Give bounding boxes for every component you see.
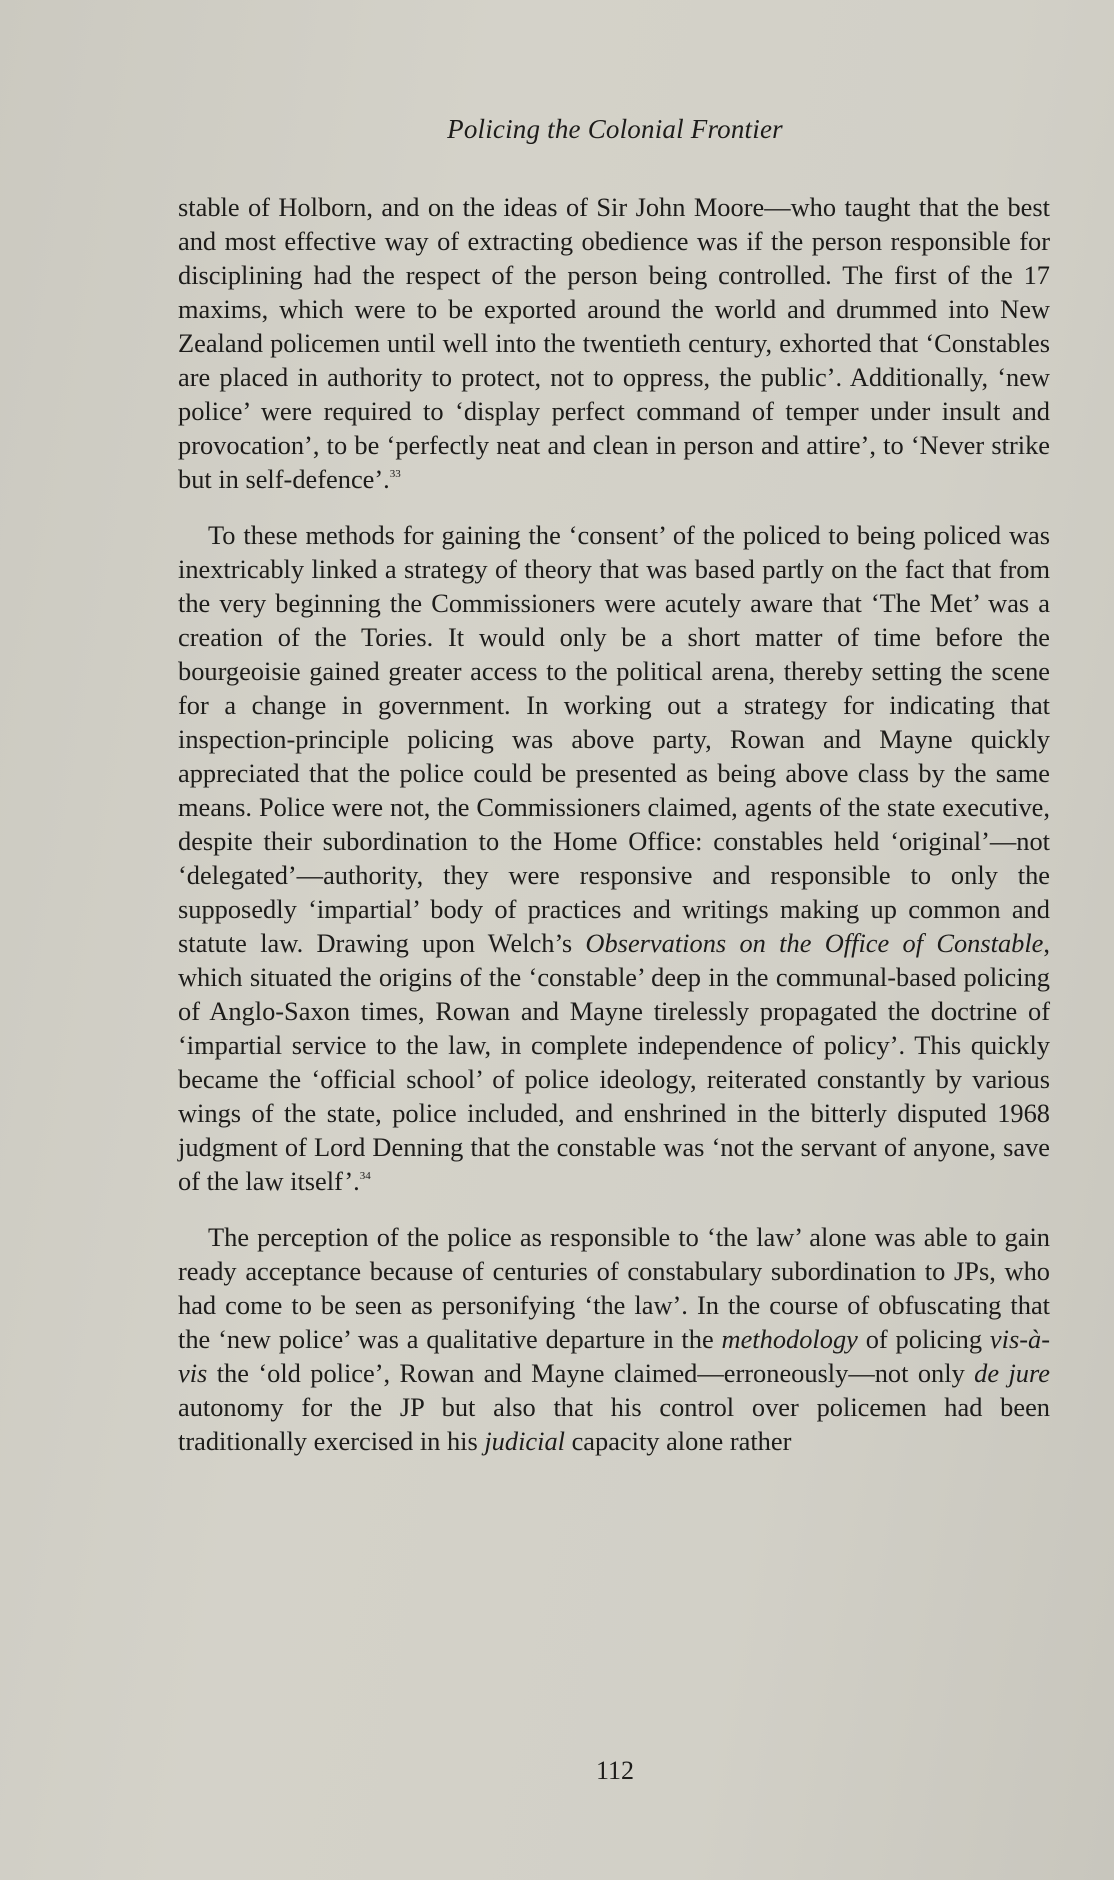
paragraph xyxy=(178,1220,1050,1458)
italic-run: Observations on the Office of Constable xyxy=(585,928,1044,958)
italic-run: vis-à-vis xyxy=(178,1324,1050,1388)
text-run: of policing xyxy=(857,1324,990,1354)
running-head-title: Policing the Colonial Frontier xyxy=(447,114,783,144)
footnote-marker[interactable]: 33 xyxy=(389,468,401,480)
paragraph xyxy=(178,190,1050,496)
body-text xyxy=(178,190,1050,1480)
italic-run: judicial xyxy=(484,1426,565,1456)
italic-run: de jure xyxy=(974,1358,1050,1388)
text-run: autonomy for the JP but also that his control over policemen had been traditionally exercised in his xyxy=(178,1392,1050,1456)
footnote-marker[interactable]: 34 xyxy=(359,1170,371,1182)
italic-run: methodology xyxy=(721,1324,858,1354)
text-run: To these methods for gaining the ‘consent’ of the policed to being policed was inextricably linked a strategy of theory that was based partly on the fact that from the very beginning the Commissioners were acutely aware that ‘The Met’ was a creation of the Tories. It would only be a short matter of time before the bourgeoisie gained greater access to the political arena, thereby setting the scene for a change in government. In working out a strategy for indicating that inspection-principle policing was above party, Rowan and Mayne quickly appreciated that the police could be presented as being above class by the same means. Police were not, the Commissioners claimed, agents of the state executive, despite their subordination to the Home Office: constables held ‘original’—not ‘delegated’—authority, they were responsive and responsible to only the supposedly ‘impartial’ body of practices and writings making up common and statute law. Drawing upon Welch’s xyxy=(178,520,1050,958)
text-run: stable of Holborn, and on the ideas of Sir John Moore—who taught that the best and most effective way of extracting obedience was if the person responsible for disciplining had the respect of the person being controlled. The first of the 17 maxims, which were to be exported around the world and drummed into New Zealand policemen until well into the twentieth century, exhorted that ‘Constables are placed in authority to protect, not to oppress, the public’. Additionally, ‘new police’ were required to ‘display perfect command of temper under insult and provocation’, to be ‘perfectly neat and clean in person and attire’, to ‘Never strike but in self-defence’. xyxy=(178,192,1050,494)
paragraph xyxy=(178,518,1050,1198)
page-number: 112 xyxy=(595,1756,635,1785)
text-run: The perception of the police as responsible to ‘the law’ alone was able to gain ready acceptance because of centuries of constabulary subordination to JPs, who had come to be seen as personifying ‘the law’. In the course of obfuscating that the ‘new police’ was a qualitative departure in the xyxy=(178,1222,1050,1354)
text-run: , which situated the origins of the ‘constable’ deep in the communal-based policing of Anglo-Saxon times, Rowan and Mayne tirelessly propagated the doctrine of ‘impartial service to the law, in complete independence of policy’. This quickly became the ‘official school’ of police ideology, reiterated constantly by various wings of the state, police included, and enshrined in the bitterly disputed 1968 judgment of Lord Denning that the constable was ‘not the servant of anyone, save of the law itself’. xyxy=(178,928,1050,1196)
text-run: capacity alone rather xyxy=(564,1426,792,1456)
text-run: the ‘old police’, Rowan and Mayne claimed—erroneously—not only xyxy=(207,1358,975,1388)
